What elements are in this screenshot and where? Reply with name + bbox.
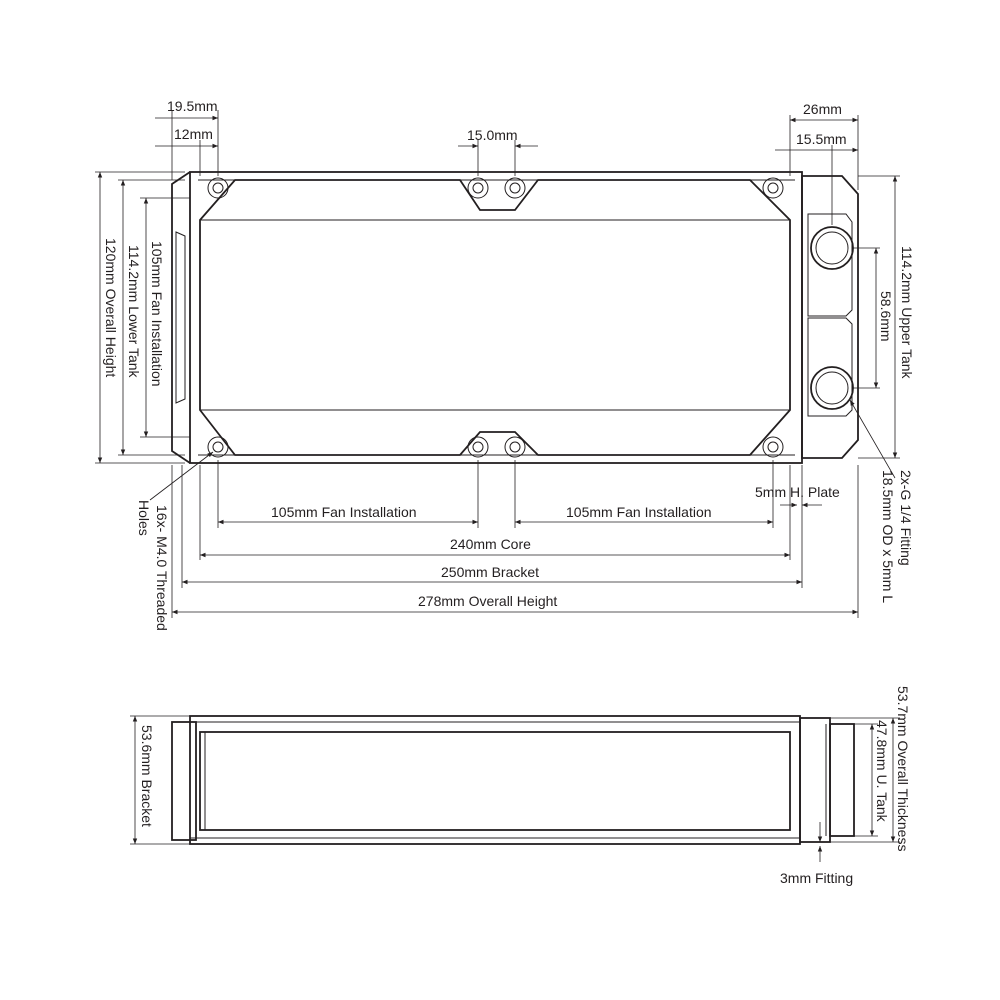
fitting-icon (811, 227, 853, 269)
dim-overall-height-vertical: 120mm Overall Height (103, 238, 119, 378)
dim-15-5: 15.5mm (796, 131, 847, 147)
dim-fan-installation-vertical: 105mm Fan Installation (149, 241, 165, 387)
hole-icon (505, 437, 525, 457)
side-view (130, 686, 911, 886)
fitting-note-line1: 2x-G 1/4 Fitting (898, 470, 914, 566)
top-view (95, 98, 915, 631)
fitting-icon (811, 367, 853, 409)
hole-icon (208, 178, 228, 198)
dim-lower-tank: 114.2mm Lower Tank (126, 245, 142, 378)
dim-19-5: 19.5mm (167, 98, 218, 114)
dim-side-bracket: 53.6mm Bracket (139, 725, 155, 827)
fitting-note-line2: 18.5mm OD x 5mm L (880, 470, 896, 604)
hole-icon (468, 178, 488, 198)
dim-12: 12mm (174, 126, 213, 142)
dim-15: 15.0mm (467, 127, 518, 143)
radiator-body (190, 172, 802, 463)
hole-icon (763, 437, 783, 457)
dim-side-overall-thickness: 53.7mm Overall Thickness (895, 686, 911, 852)
dim-fan-installation-2: 105mm Fan Installation (566, 504, 712, 520)
left-bracket (172, 172, 190, 463)
dim-26: 26mm (803, 101, 842, 117)
dim-bracket: 250mm Bracket (441, 564, 540, 580)
dim-overall: 278mm Overall Height (418, 593, 558, 609)
side-body (172, 716, 854, 844)
hole-icon (763, 178, 783, 198)
hole-icon (468, 437, 488, 457)
side-dimension-lines (130, 716, 900, 862)
dim-upper-tank: 114.2mm Upper Tank (899, 246, 915, 379)
dim-fan-installation-1: 105mm Fan Installation (271, 504, 417, 520)
dim-h-plate: 5mm H. Plate (755, 484, 840, 500)
dimension-labels (103, 98, 915, 631)
hole-icon (505, 178, 525, 198)
dim-side-u-tank: 47.8mm U. Tank (874, 720, 890, 822)
upper-tank (802, 176, 858, 458)
dim-side-fitting: 3mm Fitting (780, 870, 854, 886)
fin-core (200, 180, 790, 455)
holes-note-line2: Holes (136, 500, 152, 536)
dim-core: 240mm Core (450, 536, 531, 552)
holes-note-line1: 16x- M4.0 Threaded (154, 505, 170, 631)
dim-58-6: 58.6mm (878, 291, 894, 342)
